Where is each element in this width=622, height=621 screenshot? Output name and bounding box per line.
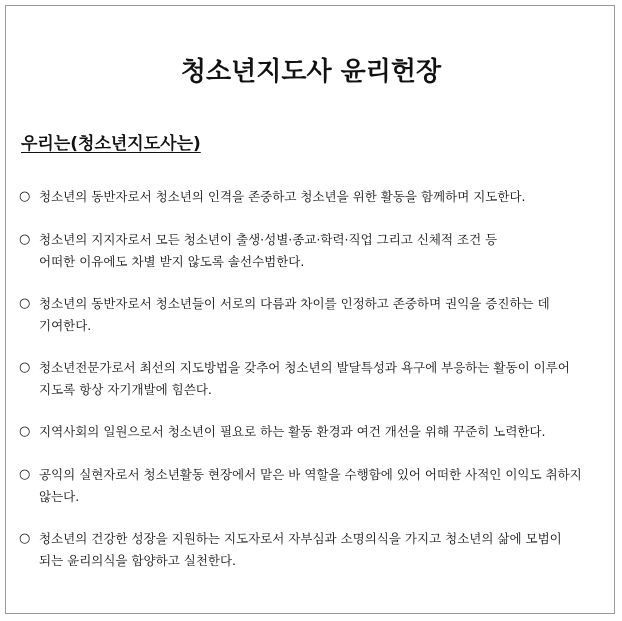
charter-item-text <box>39 293 609 337</box>
circle-bullet-icon: ○ <box>19 232 31 247</box>
charter-item-1 <box>19 186 609 208</box>
document-page <box>5 5 615 614</box>
circle-bullet-icon: ○ <box>19 467 31 482</box>
document-subtitle: 우리는(청소년지도사는) <box>21 134 201 154</box>
circle-bullet-icon: ○ <box>19 189 31 204</box>
charter-item-text <box>39 528 609 572</box>
charter-item-6 <box>19 464 609 508</box>
charter-item-line: 되는 윤리의식을 함양하고 실천한다. <box>39 553 237 568</box>
charter-item-4 <box>19 357 609 401</box>
charter-item-line: 청소년의 건강한 성장을 지원하는 지도자로서 자부심과 소명의식을 가지고 청소년의 삶에 모범이 <box>39 531 562 546</box>
charter-item-2 <box>19 229 609 273</box>
charter-item-line: 청소년의 동반자로서 청소년의 인격을 존중하고 청소년을 위한 활동을 함께하며 지도한다. <box>39 189 526 204</box>
charter-item-line: 어떠한 이유에도 차별 받지 않도록 솔선수범한다. <box>39 254 305 269</box>
charter-item-line: 청소년전문가로서 최선의 지도방법을 갖추어 청소년의 발달특성과 욕구에 부응하는 활동이 이루어 <box>39 360 570 375</box>
charter-item-line: 공익의 실현자로서 청소년활동 현장에서 맡은 바 역할을 수행함에 있어 어떠한 사적인 이익도 취하지 <box>39 467 582 482</box>
charter-item-7 <box>19 528 609 572</box>
circle-bullet-icon: ○ <box>19 531 31 546</box>
charter-item-text <box>39 357 609 401</box>
charter-item-line: 청소년의 지지자로서 모든 청소년이 출생·성별·종교·학력·직업 그리고 신체적 조건 등 <box>39 232 498 247</box>
circle-bullet-icon: ○ <box>19 424 31 439</box>
charter-item-line: 지역사회의 일원으로서 청소년이 필요로 하는 활동 환경과 여건 개선을 위해 꾸준히 노력한다. <box>39 424 546 439</box>
charter-item-text <box>39 186 609 208</box>
charter-item-line: 지도록 항상 자기개발에 힘쓴다. <box>39 382 212 397</box>
charter-item-3 <box>19 293 609 337</box>
charter-item-line: 청소년의 동반자로서 청소년들이 서로의 다름과 차이를 인정하고 존중하며 권익을 증진하는 데 <box>39 296 550 311</box>
charter-item-text <box>39 421 609 443</box>
charter-item-line: 기여한다. <box>39 318 92 333</box>
charter-item-line: 않는다. <box>39 489 80 504</box>
charter-item-text <box>39 229 609 273</box>
circle-bullet-icon: ○ <box>19 360 31 375</box>
charter-item-5 <box>19 421 609 443</box>
circle-bullet-icon: ○ <box>19 296 31 311</box>
document-title: 청소년지도사 윤리헌장 <box>180 57 442 87</box>
charter-item-text <box>39 464 609 508</box>
